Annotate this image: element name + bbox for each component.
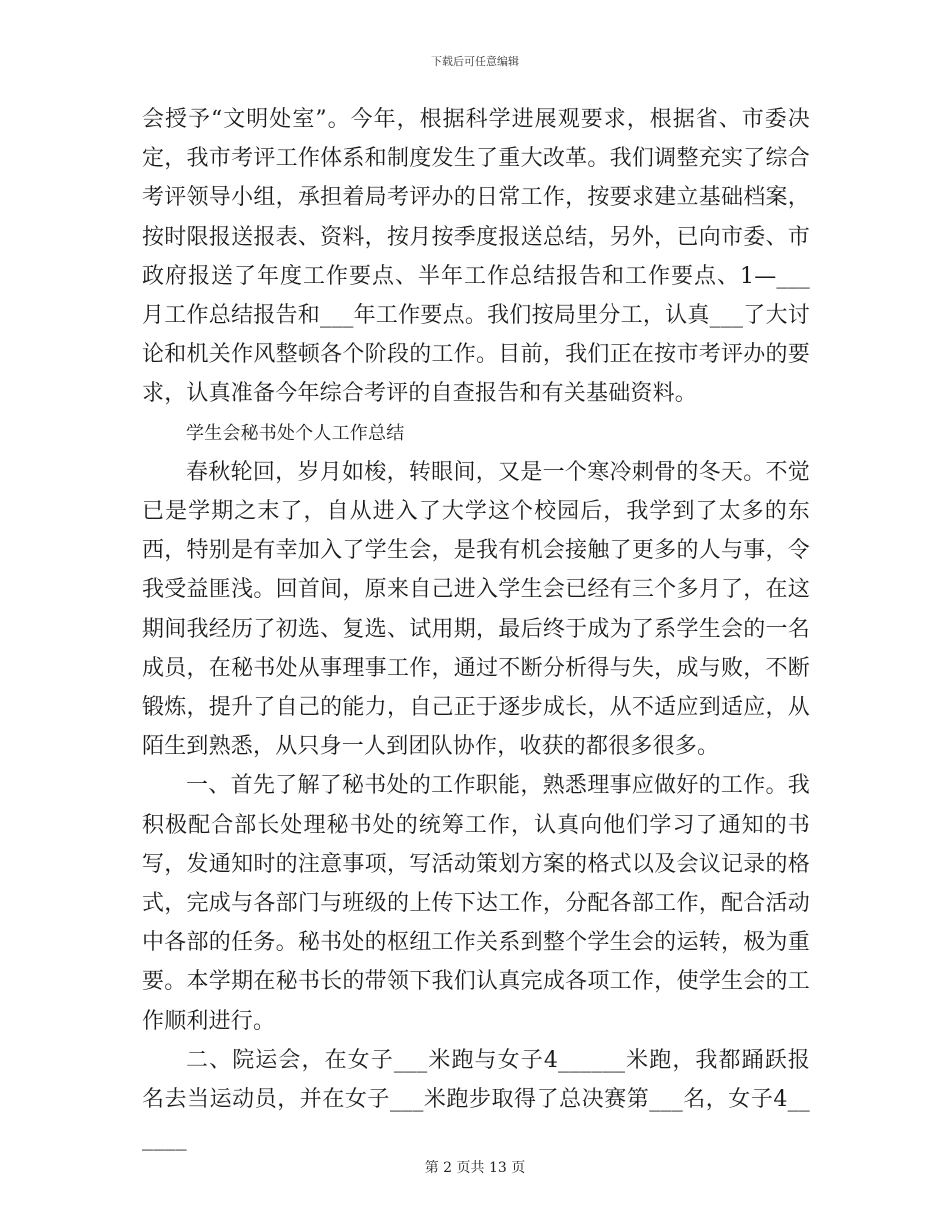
section-title: 学生会秘书处个人工作总结	[186, 422, 405, 444]
paragraph-point-one: 一、首先了解了秘书处的工作职能，熟悉理事应做好的工作。我积极配合部长处理秘书处的统筹工作，认真向他们学习了通知的书写，发通知时的注意事项，写活动策划方案的格式以及会议记录的格式，完成与各部门与班级的上传下达工作，分配各部工作，配合活动中各部的任务。秘书处的枢纽工作关系到整个学生会的运转，极为重要。本学期在秘书长的带领下我们认真完成各项工作，使学生会的工作顺利进行。	[142, 773, 810, 1034]
page-header-note: 下载后可任意编辑	[431, 55, 519, 68]
page-number: 第 2 页共 13 页	[424, 1160, 526, 1176]
document-body	[142, 100, 810, 1158]
paragraph-intro: 春秋轮回，岁月如梭，转眼间，又是一个寒冷刺骨的冬天。不觉已是学期之末了，自从进入了大学这个校园后，我学到了太多的东西，特别是有幸加入了学生会，是我有机会接触了更多的人与事，令我受益匪浅。回首间，原来自己进入学生会已经有三个多月了，在这期间我经历了初选、复选、试用期，最后终于成为了系学生会的一名成员，在秘书处从事理事工作，通过不断分析得与失，成与败，不断锻炼，提升了自己的能力，自己正于逐步成长，从不适应到适应，从陌生到熟悉，从只身一人到团队协作，收获的都很多很多。	[142, 459, 810, 760]
paragraph-continuation: 会授予“文明处室”。今年，根据科学进展观要求，根据省、市委决定，我市考评工作体系和制度发生了重大改革。我们调整充实了综合考评领导小组，承担着局考评办的日常工作，按要求建立基础档案，按时限报送报表、资料，按月按季度报送总结，另外，已向市委、市政府报送了年度工作要点、半年工作总结报告和工作要点、1—___月工作总结报告和___年工作要点。我们按局里分工，认真___了大讨论和机关作风整顿各个阶段的工作。目前，我们正在按市考评办的要求，认真准备今年综合考评的自查报告和有关基础资料。	[142, 107, 810, 407]
paragraph-point-two: 二、院运会，在女子___米跑与女子4______米跑，我都踊跃报名去当运动员，并在女子___米跑步取得了总决赛第___名，女子4______	[142, 1047, 810, 1152]
